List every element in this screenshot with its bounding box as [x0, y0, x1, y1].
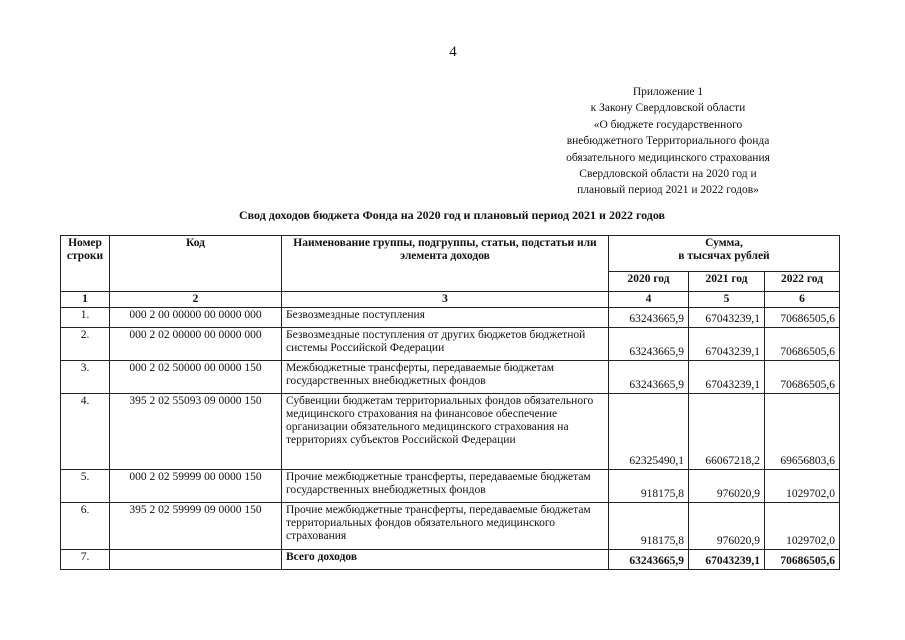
column-index: 6: [765, 292, 840, 308]
value-2020: 63243665,9: [609, 361, 689, 394]
table-row: [61, 503, 840, 550]
appendix-line: плановый период 2021 и 2022 годов»: [577, 184, 759, 197]
row-number: 7.: [61, 550, 110, 570]
column-index: 5: [689, 292, 765, 308]
row-number: 5.: [61, 470, 110, 503]
value-2022: 70686505,6: [765, 328, 840, 361]
row-code: 000 2 00 00000 00 0000 000: [110, 308, 282, 328]
row-name: Межбюджетные трансферты, передаваемые бюджетам государственных внебюджетных фондов: [282, 361, 609, 394]
row-name: Субвенции бюджетам территориальных фондов обязательного медицинского страхования на финансовое обеспечение организации обязательного медицинского страхования на территориях субъектов Российской Федерации: [282, 394, 609, 470]
total-2022: 70686505,6: [765, 550, 840, 570]
table-row: [61, 328, 840, 361]
header-year-2020: 2020 год: [609, 272, 689, 292]
table-row: [61, 470, 840, 503]
value-2021: 67043239,1: [689, 328, 765, 361]
header-year-2022: 2022 год: [765, 272, 840, 292]
column-index: 4: [609, 292, 689, 308]
row-name: Прочие межбюджетные трансферты, передаваемые бюджетам территориальных фондов обязательного медицинского страхования: [282, 503, 609, 550]
row-number: 4.: [61, 394, 110, 470]
row-code: 395 2 02 59999 09 0000 150: [110, 503, 282, 550]
value-2021: 976020,9: [689, 503, 765, 550]
total-2020: 63243665,9: [609, 550, 689, 570]
total-2021: 67043239,1: [689, 550, 765, 570]
header-row-number: Номер строки: [61, 236, 110, 292]
value-2020: 63243665,9: [609, 308, 689, 328]
value-2020: 62325490,1: [609, 394, 689, 470]
row-number: 2.: [61, 328, 110, 361]
page-number: 4: [449, 44, 457, 60]
row-code: 000 2 02 00000 00 0000 000: [110, 328, 282, 361]
column-index: 1: [61, 292, 110, 308]
appendix-line: Свердловской области на 2020 год и: [579, 168, 757, 181]
total-row: [61, 550, 840, 570]
row-code: 395 2 02 55093 09 0000 150: [110, 394, 282, 470]
row-code: [110, 550, 282, 570]
header-sum-title: Сумма,: [705, 237, 743, 249]
appendix-line: Приложение 1: [632, 86, 704, 98]
value-2021: 66067218,2: [689, 394, 765, 470]
header-sum: [609, 236, 840, 272]
row-number: 6.: [61, 503, 110, 550]
row-number: 1.: [61, 308, 110, 328]
appendix-line: к Закону Свердловской области: [590, 102, 746, 115]
row-code: 000 2 02 59999 00 0000 150: [110, 470, 282, 503]
table-row: [61, 394, 840, 470]
value-2022: 70686505,6: [765, 361, 840, 394]
row-name: Безвозмездные поступления от других бюджетов бюджетной системы Российской Федерации: [282, 328, 609, 361]
document-title: Свод доходов бюджета Фонда на 2020 год и плановый период 2021 и 2022 годов: [238, 208, 666, 222]
value-2021: 67043239,1: [689, 361, 765, 394]
appendix-line: внебюджетного Территориального фонда: [566, 135, 770, 148]
header-sum-units: в тысячах рублей: [678, 250, 770, 262]
value-2020: 918175,8: [609, 470, 689, 503]
appendix-line: обязательного медицинского страхования: [566, 151, 770, 164]
column-index: 2: [110, 292, 282, 308]
table-row: [61, 308, 840, 328]
value-2020: 63243665,9: [609, 328, 689, 361]
value-2020: 918175,8: [609, 503, 689, 550]
total-label: Всего доходов: [282, 550, 609, 570]
row-number: 3.: [61, 361, 110, 394]
row-name: Безвозмездные поступления: [282, 308, 609, 328]
row-name: Прочие межбюджетные трансферты, передаваемые бюджетам государственных внебюджетных фондов: [282, 470, 609, 503]
table-row: [61, 361, 840, 394]
revenue-table: [60, 235, 840, 570]
appendix-block: [520, 84, 905, 199]
value-2021: 67043239,1: [689, 308, 765, 328]
value-2021: 976020,9: [689, 470, 765, 503]
column-index-row: [61, 292, 840, 308]
column-index: 3: [282, 292, 609, 308]
header-year-2021: 2021 год: [689, 272, 765, 292]
value-2022: 69656803,6: [765, 394, 840, 470]
appendix-line: «О бюджете государственного: [593, 118, 743, 131]
header-code: Код: [110, 236, 282, 292]
row-code: 000 2 02 50000 00 0000 150: [110, 361, 282, 394]
value-2022: 70686505,6: [765, 308, 840, 328]
value-2022: 1029702,0: [765, 470, 840, 503]
header-name: Наименование группы, подгруппы, статьи, подстатьи или элемента доходов: [282, 236, 609, 292]
value-2022: 1029702,0: [765, 503, 840, 550]
